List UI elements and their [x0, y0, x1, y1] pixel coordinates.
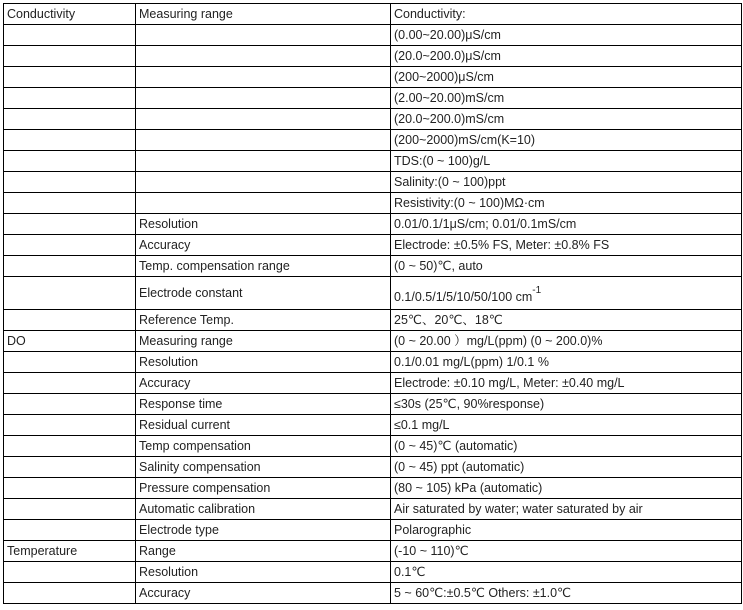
table-row	[4, 214, 742, 235]
cell-text: Resistivity:(0 ~ 100)MΩ·cm	[394, 196, 545, 210]
param-name-cell	[136, 310, 391, 331]
cell-text: (0 ~ 50)℃, auto	[394, 259, 483, 273]
cell-text: Residual current	[139, 418, 231, 432]
cell-text: 0.1/0.5/1/5/10/50/100 cm	[394, 290, 533, 304]
table-row	[4, 457, 742, 478]
cell-text: Resolution	[139, 355, 199, 369]
param-group-cell	[4, 457, 136, 478]
cell-text: 0.1℃	[394, 565, 426, 579]
table-row	[4, 415, 742, 436]
cell-text: Temperature	[7, 544, 78, 558]
param-name-cell	[136, 193, 391, 214]
table-row	[4, 394, 742, 415]
param-value-cell	[391, 214, 742, 235]
table-row	[4, 436, 742, 457]
param-name-cell	[136, 394, 391, 415]
param-group-cell	[4, 193, 136, 214]
param-value-cell	[391, 151, 742, 172]
param-value-cell	[391, 562, 742, 583]
param-value-cell	[391, 25, 742, 46]
param-value-cell	[391, 520, 742, 541]
param-group-cell	[4, 436, 136, 457]
cell-text: Resolution	[139, 217, 199, 231]
param-value-cell	[391, 310, 742, 331]
cell-text: Conductivity:	[394, 7, 466, 21]
param-name-cell	[136, 151, 391, 172]
table-row	[4, 277, 742, 310]
table-row	[4, 373, 742, 394]
param-group-cell	[4, 214, 136, 235]
param-group-cell	[4, 499, 136, 520]
param-value-cell	[391, 4, 742, 25]
table-row	[4, 499, 742, 520]
param-name-cell	[136, 88, 391, 109]
param-group-cell	[4, 415, 136, 436]
cell-text: Salinity:(0 ~ 100)ppt	[394, 175, 506, 189]
table-row	[4, 25, 742, 46]
cell-text: Accuracy	[139, 238, 191, 252]
cell-text: Range	[139, 544, 176, 558]
param-group-cell	[4, 151, 136, 172]
cell-text: Accuracy	[139, 586, 191, 600]
cell-text: Pressure compensation	[139, 481, 271, 495]
param-group-cell	[4, 352, 136, 373]
cell-text: (200~2000)μS/cm	[394, 70, 494, 84]
param-group-cell	[4, 67, 136, 88]
cell-text: (0 ~ 45)℃ (automatic)	[394, 439, 518, 453]
param-value-cell	[391, 46, 742, 67]
cell-text: 0.01/0.1/1μS/cm; 0.01/0.1mS/cm	[394, 217, 577, 231]
param-value-cell	[391, 436, 742, 457]
param-group-cell	[4, 256, 136, 277]
param-group-cell	[4, 130, 136, 151]
param-value-cell	[391, 109, 742, 130]
param-group-cell	[4, 373, 136, 394]
param-name-cell	[136, 277, 391, 310]
param-value-cell	[391, 88, 742, 109]
table-row	[4, 109, 742, 130]
cell-text: DO	[7, 334, 26, 348]
spec-table	[3, 3, 742, 604]
table-row	[4, 46, 742, 67]
cell-text: Polarographic	[394, 523, 472, 537]
cell-text: (80 ~ 105) kPa (automatic)	[394, 481, 543, 495]
spec-table-body	[4, 4, 742, 604]
table-row	[4, 541, 742, 562]
param-name-cell	[136, 172, 391, 193]
table-row	[4, 310, 742, 331]
param-group-cell	[4, 109, 136, 130]
cell-text: (0 ~ 20.00 ）mg/L(ppm) (0 ~ 200.0)%	[394, 334, 603, 348]
table-row	[4, 256, 742, 277]
param-group-cell	[4, 88, 136, 109]
param-value-cell	[391, 277, 742, 310]
param-name-cell	[136, 583, 391, 604]
cell-text: Measuring range	[139, 334, 233, 348]
cell-text: Temp. compensation range	[139, 259, 290, 273]
param-name-cell	[136, 436, 391, 457]
cell-text: Reference Temp.	[139, 313, 234, 327]
param-value-cell	[391, 67, 742, 88]
table-row	[4, 151, 742, 172]
cell-text: 25℃、20℃、18℃	[394, 313, 503, 327]
param-value-cell	[391, 373, 742, 394]
param-name-cell	[136, 478, 391, 499]
param-value-cell	[391, 172, 742, 193]
param-name-cell	[136, 457, 391, 478]
table-row	[4, 88, 742, 109]
cell-text: 0.1/0.01 mg/L(ppm) 1/0.1 %	[394, 355, 549, 369]
param-group-cell	[4, 25, 136, 46]
cell-text: Accuracy	[139, 376, 191, 390]
param-name-cell	[136, 331, 391, 352]
cell-text: (2.00~20.00)mS/cm	[394, 91, 505, 105]
param-group-cell	[4, 235, 136, 256]
param-value-cell	[391, 235, 742, 256]
cell-text: Air saturated by water; water saturated by air	[394, 502, 643, 516]
param-name-cell	[136, 520, 391, 541]
table-row	[4, 235, 742, 256]
superscript-exponent: -1	[532, 285, 542, 296]
cell-text: (0 ~ 45) ppt (automatic)	[394, 460, 525, 474]
cell-text: 5 ~ 60℃:±0.5℃ Others: ±1.0℃	[394, 586, 572, 600]
table-row	[4, 583, 742, 604]
param-group-cell	[4, 520, 136, 541]
table-row	[4, 172, 742, 193]
table-row	[4, 67, 742, 88]
table-row	[4, 562, 742, 583]
cell-text: Automatic calibration	[139, 502, 256, 516]
param-value-cell	[391, 331, 742, 352]
param-name-cell	[136, 67, 391, 88]
param-name-cell	[136, 109, 391, 130]
table-row	[4, 130, 742, 151]
param-value-cell	[391, 193, 742, 214]
cell-text: ≤0.1 mg/L	[394, 418, 450, 432]
param-value-cell	[391, 130, 742, 151]
param-group-cell	[4, 541, 136, 562]
cell-text: Temp compensation	[139, 439, 251, 453]
table-row	[4, 193, 742, 214]
cell-text: Electrode: ±0.5% FS, Meter: ±0.8% FS	[394, 238, 610, 252]
param-name-cell	[136, 25, 391, 46]
param-group-cell	[4, 310, 136, 331]
param-value-cell	[391, 541, 742, 562]
param-value-cell	[391, 394, 742, 415]
param-name-cell	[136, 352, 391, 373]
cell-text: (0.00~20.00)μS/cm	[394, 28, 501, 42]
param-name-cell	[136, 373, 391, 394]
param-name-cell	[136, 415, 391, 436]
param-value-cell	[391, 478, 742, 499]
param-name-cell	[136, 214, 391, 235]
param-value-cell	[391, 352, 742, 373]
param-group-cell	[4, 277, 136, 310]
cell-text: Electrode constant	[139, 286, 243, 300]
table-row	[4, 520, 742, 541]
param-name-cell	[136, 562, 391, 583]
table-row	[4, 352, 742, 373]
cell-text: (20.0~200.0)mS/cm	[394, 112, 505, 126]
cell-text: Conductivity	[7, 7, 76, 21]
param-value-cell	[391, 415, 742, 436]
table-row	[4, 331, 742, 352]
table-row	[4, 478, 742, 499]
table-row	[4, 4, 742, 25]
param-group-cell	[4, 478, 136, 499]
cell-text: Electrode: ±0.10 mg/L, Meter: ±0.40 mg/L	[394, 376, 625, 390]
cell-text: Resolution	[139, 565, 199, 579]
cell-text: (200~2000)mS/cm(K=10)	[394, 133, 536, 147]
param-value-cell	[391, 256, 742, 277]
param-name-cell	[136, 541, 391, 562]
param-value-cell	[391, 583, 742, 604]
param-group-cell	[4, 46, 136, 67]
param-value-cell	[391, 499, 742, 520]
param-group-cell	[4, 172, 136, 193]
param-group-cell	[4, 562, 136, 583]
cell-text: (-10 ~ 110)℃	[394, 544, 469, 558]
cell-text: TDS:(0 ~ 100)g/L	[394, 154, 491, 168]
cell-text: Response time	[139, 397, 223, 411]
cell-text: Electrode type	[139, 523, 219, 537]
cell-text: (20.0~200.0)μS/cm	[394, 49, 501, 63]
param-group-cell	[4, 4, 136, 25]
param-group-cell	[4, 394, 136, 415]
cell-text: Salinity compensation	[139, 460, 261, 474]
param-group-cell	[4, 331, 136, 352]
param-name-cell	[136, 256, 391, 277]
param-name-cell	[136, 4, 391, 25]
cell-text: ≤30s (25℃, 90%response)	[394, 397, 545, 411]
param-value-cell	[391, 457, 742, 478]
param-name-cell	[136, 235, 391, 256]
cell-text: Measuring range	[139, 7, 233, 21]
param-name-cell	[136, 46, 391, 67]
param-name-cell	[136, 130, 391, 151]
param-group-cell	[4, 583, 136, 604]
param-name-cell	[136, 499, 391, 520]
